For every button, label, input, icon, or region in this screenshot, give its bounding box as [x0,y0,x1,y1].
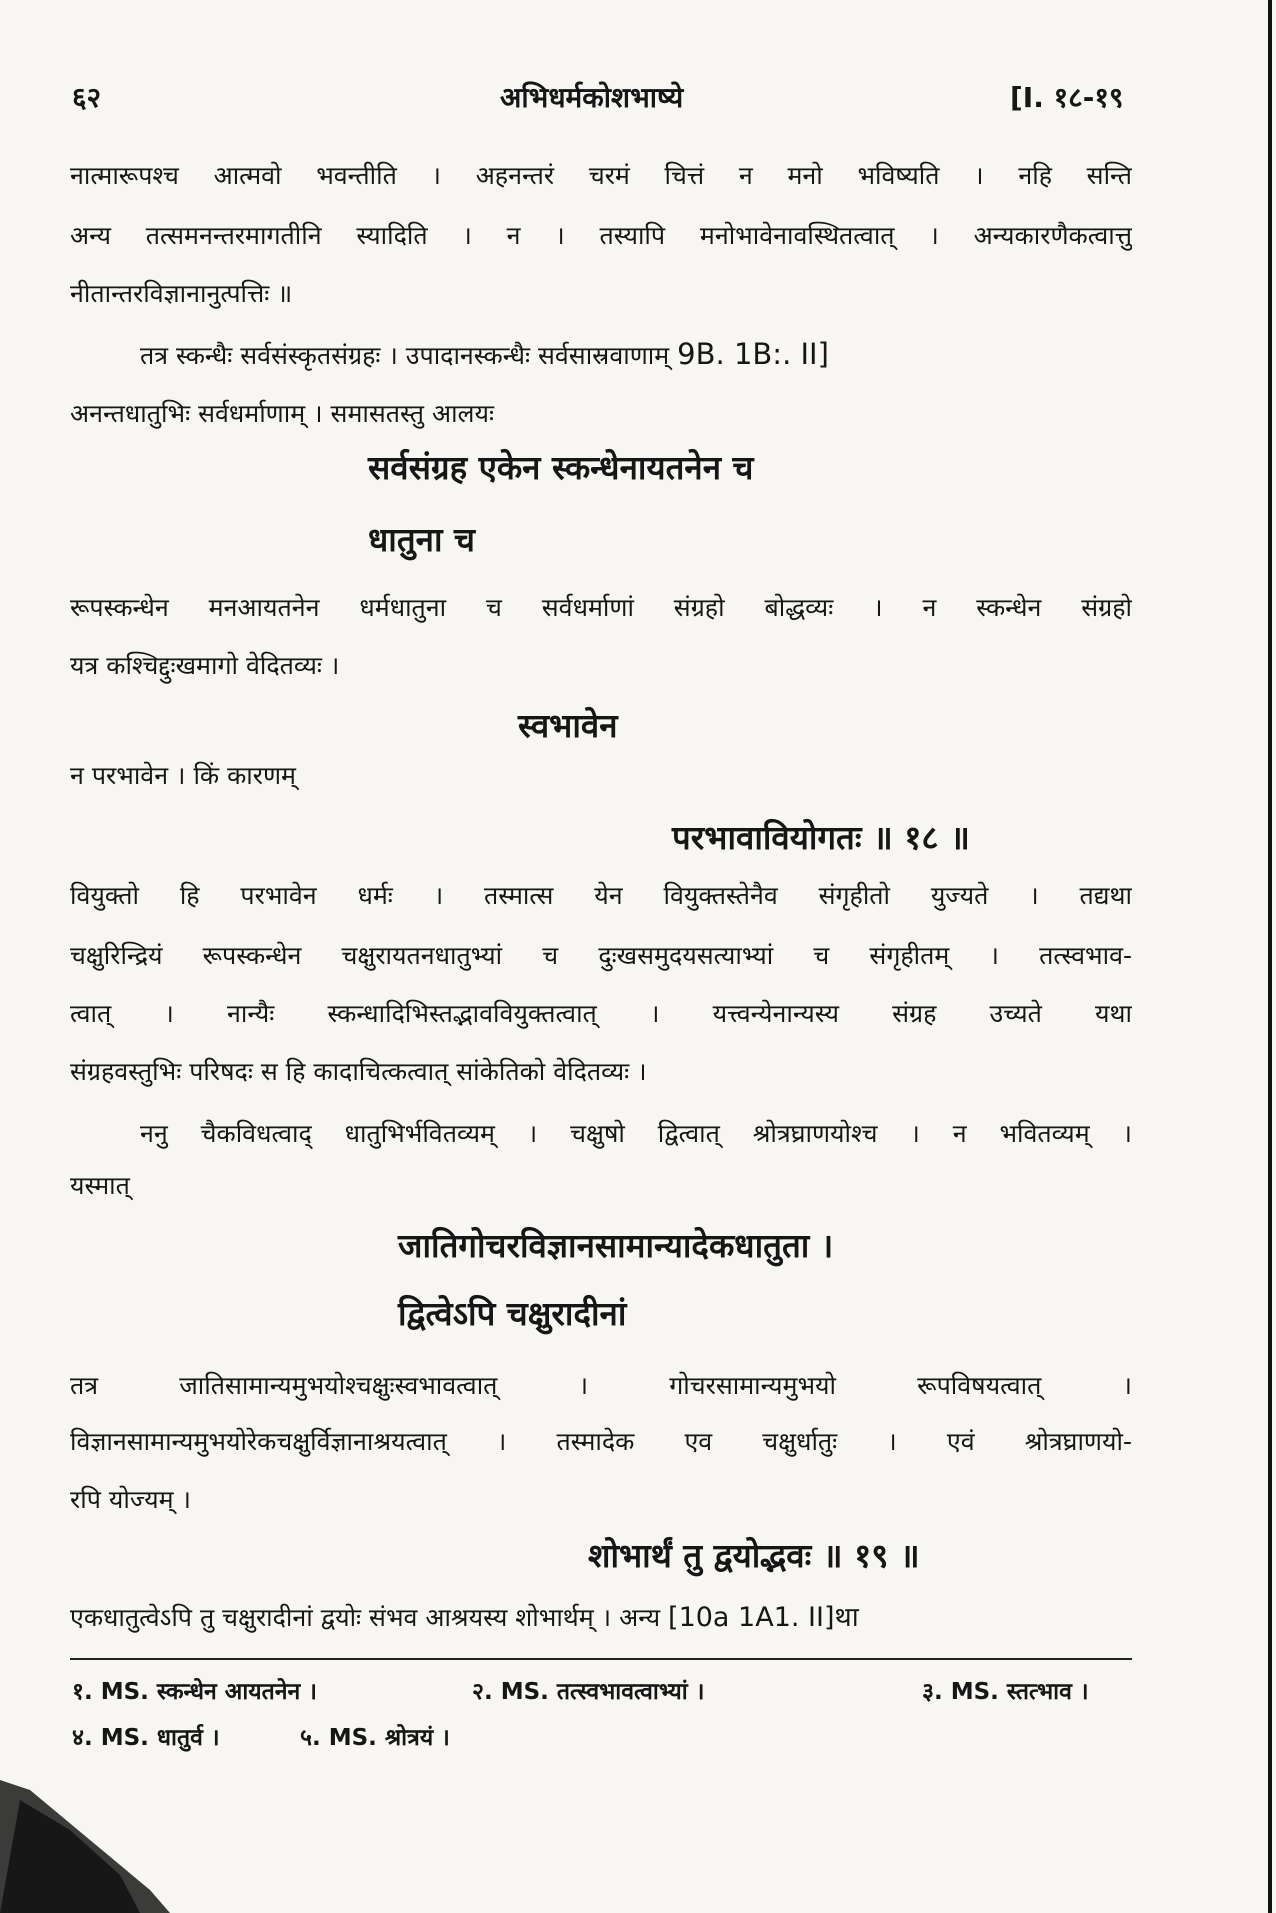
body-line: अनन्तधातुभिः सर्वधर्माणाम् । समासतस्तु आलयः [70,399,494,428]
scan-corner-shadow [0,1780,170,1913]
body-line: चक्षुरिन्द्रियं रूपस्कन्धेन चक्षुरायतनधातुभ्यां च दुःखसमुदयसत्याभ्यां च संगृहीतम् । तत्स्वभाव- [70,941,1132,970]
body-line: न परभावेन । किं कारणम् [70,761,296,790]
karika-verse: द्वित्वेऽपि चक्षुरादीनां [398,1294,627,1333]
body-line: रूपस्कन्धेन मनआयतनेन धर्मधातुना च सर्वधर्माणां संग्रहो बोद्धव्यः । न स्कन्धेन संग्रहो [70,593,1132,622]
body-line: नात्मारूपश्च आत्मवो भवन्तीति । अहनन्तरं चरमं चित्तं न मनो भविष्यति । नहि सन्ति [70,161,1132,190]
body-line: ननु चैकविधत्वाद् धातुभिर्भवितव्यम् । चक्षुषो द्वित्वात् श्रोत्रघ्राणयोश्च । न भवितव्यम् । [140,1119,1132,1148]
body-line: यत्र कश्चिद्दुःखमागो वेदितव्यः । [70,651,340,680]
body-line: यस्मात् [70,1171,130,1200]
karika-verse: परभावावियोगतः ॥ १८ ॥ [672,818,970,857]
body-line: त्वात् । नान्यैः स्कन्धादिभिस्तद्भाववियुक्तत्वात् । यत्त्वन्येनान्यस्य संग्रह उच्यते यथा [70,999,1132,1028]
karika-verse: जातिगोचरविज्ञानसामान्यादेकधातुता । [398,1226,834,1265]
body-text: तत्र स्कन्धैः सर्वसंस्कृतसंग्रहः । उपादानस्कन्धैः सर्वसास्रवाणाम् [140,341,670,370]
verse-reference: [I. १८-१९ [1010,81,1124,114]
footnote: १. MS. स्कन्धेन आयतनेन । [72,1679,318,1705]
scan-edge [1268,0,1272,1913]
footnote-rule [70,1658,1132,1660]
body-line: संग्रहवस्तुभिः परिषदः स हि कादाचित्कत्वात् सांकेतिको वेदितव्यः । [70,1057,647,1086]
body-line: नीतान्तरविज्ञानानुत्पत्तिः ॥ [70,279,293,308]
body-line: विज्ञानसामान्यमुभयोरेकचक्षुर्विज्ञानाश्रयत्वात् । तस्मादेक एव चक्षुर्धातुः । एवं श्रोत्रघ्राणयो- [70,1427,1132,1456]
body-line [70,1600,1132,1636]
body-line: रपि योज्यम् । [70,1485,191,1514]
footnote: ५. MS. श्रोत्रयं । [300,1725,450,1751]
page-number: ६२ [72,81,102,114]
body-line: अन्य तत्समनन्तरमागतीनि स्यादिति । न । तस्यापि मनोभावेनावस्थितत्वात् । अन्यकारणैकत्वात्तु [70,221,1132,250]
footnote: २. MS. तत्स्वभावत्वाभ्यां । [472,1679,705,1705]
karika-verse: सर्वसंग्रह एकेन स्कन्धेनायतनेन च [368,448,754,487]
body-line [140,336,1132,374]
karika-verse: शोभार्थं तु द्वयोद्भवः ॥ १९ ॥ [588,1536,920,1575]
manuscript-folio-ref: [10a 1A1. II]था [668,1602,859,1633]
manuscript-folio-ref: 9B. 1B:. II] [677,337,829,371]
running-title: अभिधर्मकोशभाष्ये [500,81,684,114]
footnote: ३. MS. स्तत्भाव । [922,1679,1089,1705]
body-text: एकधातुत्वेऽपि तु चक्षुरादीनां द्वयोः संभव आश्रयस्य शोभार्थम् । अन्य [70,1603,661,1632]
body-line: तत्र जातिसामान्यमुभयोश्चक्षुःस्वभावत्वात् । गोचरसामान्यमुभयो रूपविषयत्वात् । [70,1371,1132,1400]
karika-verse: स्वभावेन [518,706,618,745]
footnote: ४. MS. धातुर्व । [72,1725,220,1751]
karika-verse: धातुना च [368,520,475,559]
body-line: वियुक्तो हि परभावेन धर्मः । तस्मात्स येन वियुक्तस्तेनैव संगृहीतो युज्यते । तद्यथा [70,881,1132,910]
